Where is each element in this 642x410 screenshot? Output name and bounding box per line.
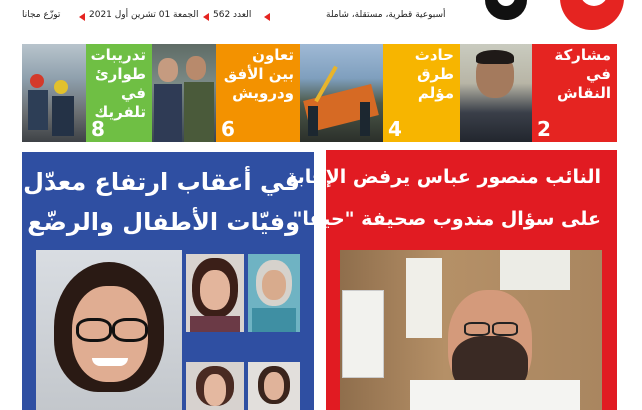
teaser-title: تدريبات طوارئ في تلفريك <box>90 46 146 121</box>
teaser-photo-man <box>460 44 532 142</box>
portrait-woman-5 <box>248 362 300 410</box>
red-triangle-icon <box>203 13 209 21</box>
photo-mansour-abbas <box>340 250 602 410</box>
story-mansour-abbas[interactable] <box>286 150 617 410</box>
red-triangle-icon <box>79 13 85 21</box>
issue-date: الجمعة 01 تشرين أول 2021 <box>89 10 199 20</box>
portrait-woman-large <box>36 250 182 410</box>
masthead <box>0 0 642 44</box>
teaser-title: تعاون بين الأفق ودرويش <box>223 46 294 102</box>
teaser-page-number: 4 <box>388 117 402 141</box>
teaser-photo-rescue <box>22 44 86 142</box>
tagline: أسبوعية قطرية، مستقلة، شاملة <box>326 10 446 20</box>
portrait-woman-4 <box>186 362 244 410</box>
teaser-accident[interactable] <box>383 44 460 142</box>
teaser-page-number: 6 <box>221 117 235 141</box>
teaser-drill[interactable] <box>86 44 152 142</box>
story-headline-line2: وفيّات الأطفال والرضّع <box>27 208 300 236</box>
teaser-page-number: 8 <box>91 117 105 141</box>
teaser-photo-two-men <box>152 44 216 142</box>
logo-mark-red <box>560 0 624 30</box>
teaser-photo-accident <box>300 44 383 142</box>
portrait-woman-2 <box>186 254 244 332</box>
story-headline-line1: في أعقاب ارتفاع معدّل <box>23 168 300 196</box>
issue-number: العدد 562 <box>213 10 252 20</box>
teaser-participation[interactable] <box>532 44 617 142</box>
distribution-note: توزّع مجانا <box>22 10 61 20</box>
story-infant-mortality[interactable] <box>22 152 314 410</box>
teaser-page-number: 2 <box>537 117 551 141</box>
logo-mark-black <box>485 0 527 20</box>
teaser-title: مشاركة في النقاش <box>554 46 611 102</box>
teaser-title: حادث طرق مؤلم <box>414 46 454 102</box>
story-headline-line1: النائب منصور عباس يرفض الإجابة <box>286 166 601 188</box>
red-triangle-icon <box>264 13 270 21</box>
teaser-cooperation[interactable] <box>216 44 300 142</box>
portrait-woman-3 <box>248 254 300 332</box>
story-headline-line2: على سؤال مندوب صحيفة "حيفا" <box>292 208 601 230</box>
